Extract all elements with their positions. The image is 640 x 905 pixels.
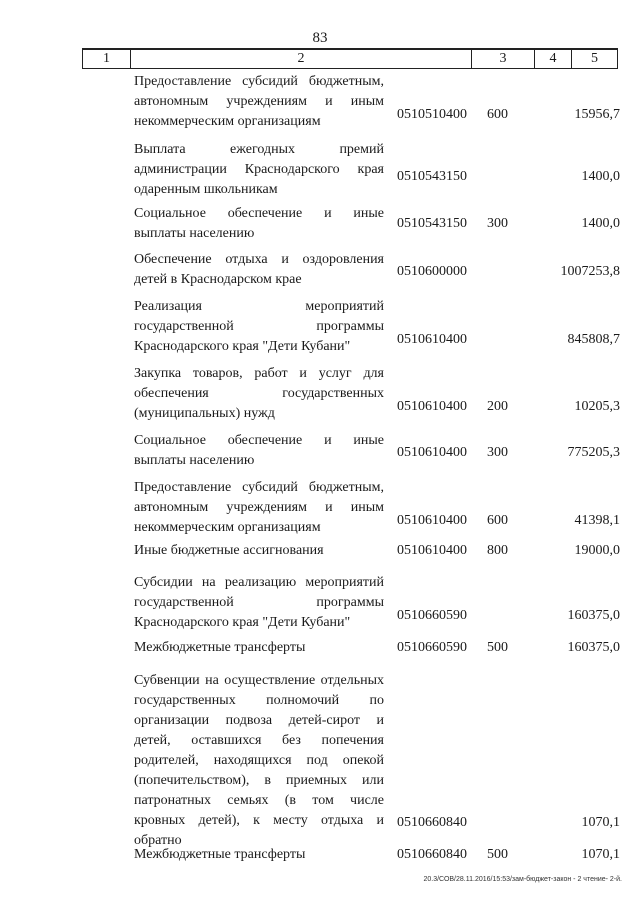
row-amount: 775205,3: [567, 445, 620, 460]
row-code: 0510600000: [397, 264, 467, 279]
row-code: 0510660590: [397, 608, 467, 623]
row-description: Межбюджетные трансферты: [134, 640, 306, 655]
row-description: Обеспечение отдыха и оздоровления детей в Краснодарском крае: [134, 252, 384, 287]
row-amount: 160375,0: [567, 640, 620, 655]
row-type: 800: [487, 543, 508, 558]
row-description: Предоставление субсидий бюджетным, автономным учреждениям и иным некоммерческим организациям: [134, 480, 384, 535]
row-description: Субвенции на осуществление отдельных государственных полномочий по организации подвоза детей-сирот и детей, оставшихся без попечения родителей, находящихся под опекой (попечительством), в приемных или патронатных семьях (в том числе кровных детей), к месту отдыха и обратно: [134, 673, 384, 848]
row-type: 600: [487, 513, 508, 528]
row-type: 600: [487, 107, 508, 122]
row-description: Субсидии на реализацию мероприятий государственной программы Краснодарского края "Дети Кубани": [134, 575, 384, 630]
row-description: Иные бюджетные ассигнования: [134, 543, 324, 558]
row-code: 0510660840: [397, 847, 467, 862]
row-description: Выплата ежегодных премий администрации Краснодарского края одаренным школьникам: [134, 142, 384, 197]
row-amount: 160375,0: [567, 608, 620, 623]
row-code: 0510510400: [397, 107, 467, 122]
row-amount: 15956,7: [574, 107, 620, 122]
row-amount: 10205,3: [574, 399, 620, 414]
row-type: 200: [487, 399, 508, 414]
header-col-3: 3: [472, 50, 535, 68]
row-amount: 1400,0: [581, 216, 620, 231]
row-code: 0510610400: [397, 332, 467, 347]
row-amount: 19000,0: [574, 543, 620, 558]
row-code: 0510610400: [397, 399, 467, 414]
row-code: 0510543150: [397, 169, 467, 184]
footer-stamp: 20.3/СОВ/28.11.2016/15:53/зам-бюджет-закон - 2 чтение- 2-й.: [423, 876, 622, 883]
row-type: 500: [487, 847, 508, 862]
header-col-4: 4: [535, 50, 572, 68]
row-code: 0510610400: [397, 543, 467, 558]
row-description: Закупка товаров, работ и услуг для обеспечения государственных (муниципальных) нужд: [134, 366, 384, 421]
row-amount: 1400,0: [581, 169, 620, 184]
row-amount: 1070,1: [581, 815, 620, 830]
row-type: 300: [487, 445, 508, 460]
row-amount: 1007253,8: [560, 264, 620, 279]
row-amount: 1070,1: [581, 847, 620, 862]
row-description: Реализация мероприятий государственной программы Краснодарского края "Дети Кубани": [134, 299, 384, 354]
row-code: 0510660590: [397, 640, 467, 655]
row-description: Социальное обеспечение и иные выплаты населению: [134, 433, 384, 468]
row-amount: 845808,7: [567, 332, 620, 347]
row-description: Предоставление субсидий бюджетным, автономным учреждениям и иным некоммерческим организациям: [134, 74, 384, 129]
row-type: 300: [487, 216, 508, 231]
row-code: 0510660840: [397, 815, 467, 830]
row-description: Социальное обеспечение и иные выплаты населению: [134, 206, 384, 241]
header-col-1: 1: [83, 50, 131, 68]
row-type: 500: [487, 640, 508, 655]
row-description: Межбюджетные трансферты: [134, 847, 306, 862]
table-header: [82, 48, 618, 69]
header-col-5: 5: [591, 51, 598, 66]
row-amount: 41398,1: [574, 513, 620, 528]
row-code: 0510610400: [397, 445, 467, 460]
row-code: 0510610400: [397, 513, 467, 528]
header-col-2: 2: [131, 50, 472, 68]
page-number: 83: [312, 30, 328, 46]
row-code: 0510543150: [397, 216, 467, 231]
